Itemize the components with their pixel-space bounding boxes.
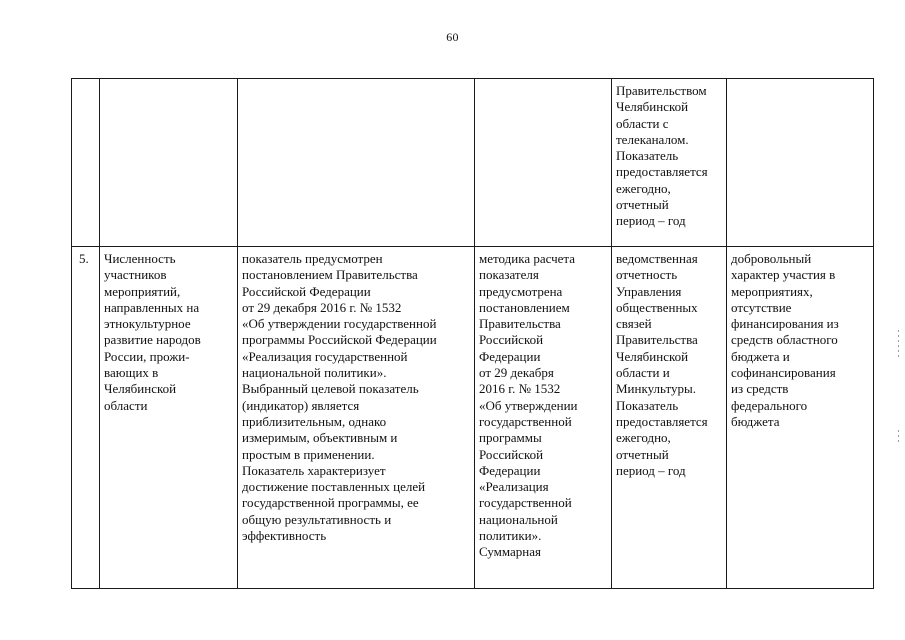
page-number: 60	[446, 30, 459, 44]
indicator-basis-cell	[238, 79, 475, 247]
indicators-table	[71, 78, 874, 589]
indicator-name-cell: Численность участников мероприятий, направленных на этнокультурное развитие народов России, прожи- вающих в Челябинской области	[100, 247, 238, 589]
notes-cell	[727, 79, 874, 247]
table-row	[72, 79, 874, 247]
indicator-basis-cell: показатель предусмотрен постановлением Правительства Российской Федерации от 29 декабря 2016 г. № 1532 «Об утверждении государственной программы Российской Федерации «Реализация государственной национальной политики». Выбранный целевой показатель (индикатор) является приблизительным, однако измеримым, объективным и простым в применении. Показатель характеризует достижение поставленных целей государственной программы, ее общую результативность и эффективность	[238, 247, 475, 589]
calculation-method-cell	[475, 79, 612, 247]
row-number-cell	[72, 79, 100, 247]
scan-edge-mark	[898, 430, 899, 442]
data-source-cell: Правительством Челябинской области с телеканалом. Показатель предоставляется ежегодно, отчетный период – год	[612, 79, 727, 247]
calculation-method-cell: методика расчета показателя предусмотрена постановлением Правительства Российской Федерации от 29 декабря 2016 г. № 1532 «Об утверждении государственной программы Российской Федерации «Реализация государственной национальной политики». Суммарная	[475, 247, 612, 589]
data-source-cell: ведомственная отчетность Управления общественных связей Правительства Челябинской области и Минкультуры. Показатель предоставляется ежегодно, отчетный период – год	[612, 247, 727, 589]
notes-cell: добровольный характер участия в мероприятиях, отсутствие финансирования из средств областного бюджета и софинансирования из средств федерального бюджета	[727, 247, 874, 589]
row-number-cell: 5.	[72, 247, 100, 589]
table-row	[72, 247, 874, 589]
indicator-name-cell	[100, 79, 238, 247]
scan-edge-mark	[898, 330, 899, 360]
